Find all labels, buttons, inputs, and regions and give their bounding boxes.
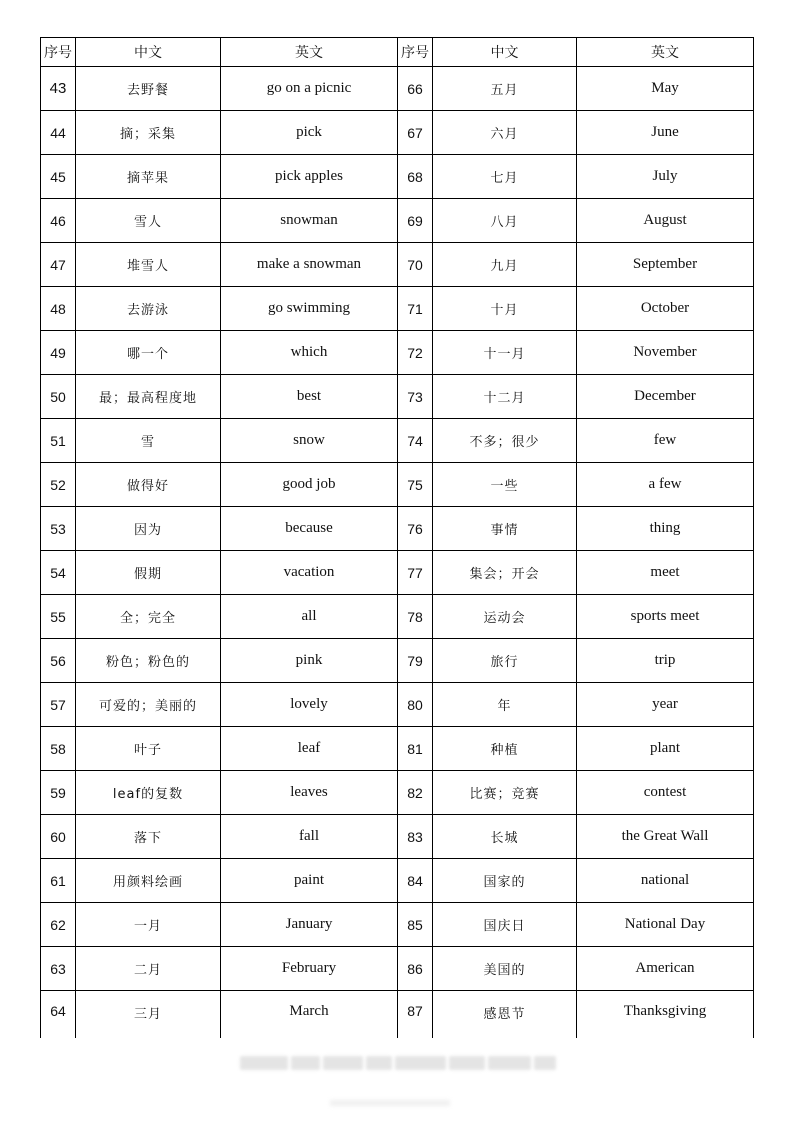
chinese-word-right: 六月 xyxy=(433,111,577,155)
blurred-watermark-line xyxy=(330,1100,450,1106)
row-number-right: 73 xyxy=(398,375,433,419)
english-word-left: all xyxy=(221,595,398,639)
row-number-left: 63 xyxy=(41,947,76,991)
english-word-left: because xyxy=(221,507,398,551)
english-word-left: snowman xyxy=(221,199,398,243)
row-number-right: 82 xyxy=(398,771,433,815)
english-word-left: go on a picnic xyxy=(221,67,398,111)
english-word-left: vacation xyxy=(221,551,398,595)
english-word-right: year xyxy=(577,683,754,727)
table-row xyxy=(41,199,754,243)
row-number-left: 53 xyxy=(41,507,76,551)
row-number-left: 61 xyxy=(41,859,76,903)
chinese-word-left: 做得好 xyxy=(76,463,221,507)
row-number-left: 58 xyxy=(41,727,76,771)
english-word-left: go swimming xyxy=(221,287,398,331)
table-row xyxy=(41,155,754,199)
row-number-left: 51 xyxy=(41,419,76,463)
chinese-word-right: 十一月 xyxy=(433,331,577,375)
row-number-right: 79 xyxy=(398,639,433,683)
english-word-left: best xyxy=(221,375,398,419)
chinese-word-right: 一些 xyxy=(433,463,577,507)
chinese-word-right: 十月 xyxy=(433,287,577,331)
row-number-right: 67 xyxy=(398,111,433,155)
vocabulary-table xyxy=(40,37,754,1038)
chinese-word-left: 全；完全 xyxy=(76,595,221,639)
row-number-right: 77 xyxy=(398,551,433,595)
chinese-word-right: 感恩节 xyxy=(433,991,577,1039)
header-number-left: 序号 xyxy=(41,38,76,67)
english-word-right: American xyxy=(577,947,754,991)
row-number-right: 66 xyxy=(398,67,433,111)
table-row xyxy=(41,463,754,507)
english-word-right: a few xyxy=(577,463,754,507)
chinese-word-left: 摘苹果 xyxy=(76,155,221,199)
chinese-word-right: 长城 xyxy=(433,815,577,859)
row-number-right: 80 xyxy=(398,683,433,727)
english-word-right: National Day xyxy=(577,903,754,947)
english-word-right: Thanksgiving xyxy=(577,991,754,1039)
english-word-right: trip xyxy=(577,639,754,683)
table-row xyxy=(41,331,754,375)
english-word-left: leaf xyxy=(221,727,398,771)
english-word-right: plant xyxy=(577,727,754,771)
chinese-word-left: leaf的复数 xyxy=(76,771,221,815)
chinese-word-left: 去游泳 xyxy=(76,287,221,331)
chinese-word-left: 可爱的；美丽的 xyxy=(76,683,221,727)
chinese-word-right: 国庆日 xyxy=(433,903,577,947)
table-body xyxy=(41,67,754,1039)
header-number-right: 序号 xyxy=(398,38,433,67)
chinese-word-left: 假期 xyxy=(76,551,221,595)
row-number-left: 57 xyxy=(41,683,76,727)
english-word-right: few xyxy=(577,419,754,463)
english-word-left: pick apples xyxy=(221,155,398,199)
chinese-word-right: 集会；开会 xyxy=(433,551,577,595)
chinese-word-right: 事情 xyxy=(433,507,577,551)
watermark-block xyxy=(240,1056,288,1070)
english-word-right: sports meet xyxy=(577,595,754,639)
header-row xyxy=(41,38,754,67)
row-number-left: 45 xyxy=(41,155,76,199)
english-word-right: December xyxy=(577,375,754,419)
table-header xyxy=(41,38,754,67)
chinese-word-right: 运动会 xyxy=(433,595,577,639)
chinese-word-left: 哪一个 xyxy=(76,331,221,375)
chinese-word-right: 国家的 xyxy=(433,859,577,903)
chinese-word-right: 八月 xyxy=(433,199,577,243)
row-number-left: 50 xyxy=(41,375,76,419)
chinese-word-left: 一月 xyxy=(76,903,221,947)
chinese-word-right: 旅行 xyxy=(433,639,577,683)
watermark-block xyxy=(534,1056,556,1070)
table-row xyxy=(41,551,754,595)
english-word-left: make a snowman xyxy=(221,243,398,287)
table-row xyxy=(41,419,754,463)
chinese-word-right: 美国的 xyxy=(433,947,577,991)
english-word-right: October xyxy=(577,287,754,331)
english-word-left: February xyxy=(221,947,398,991)
table-row xyxy=(41,991,754,1039)
row-number-left: 54 xyxy=(41,551,76,595)
english-word-left: leaves xyxy=(221,771,398,815)
chinese-word-left: 最；最高程度地 xyxy=(76,375,221,419)
row-number-right: 71 xyxy=(398,287,433,331)
chinese-word-left: 去野餐 xyxy=(76,67,221,111)
row-number-right: 86 xyxy=(398,947,433,991)
row-number-right: 85 xyxy=(398,903,433,947)
chinese-word-left: 叶子 xyxy=(76,727,221,771)
row-number-left: 56 xyxy=(41,639,76,683)
row-number-left: 43 xyxy=(41,67,76,111)
chinese-word-left: 二月 xyxy=(76,947,221,991)
chinese-word-left: 粉色；粉色的 xyxy=(76,639,221,683)
table-row xyxy=(41,375,754,419)
row-number-left: 59 xyxy=(41,771,76,815)
english-word-right: May xyxy=(577,67,754,111)
row-number-right: 78 xyxy=(398,595,433,639)
chinese-word-right: 十二月 xyxy=(433,375,577,419)
english-word-left: snow xyxy=(221,419,398,463)
row-number-left: 62 xyxy=(41,903,76,947)
header-chinese-left: 中文 xyxy=(76,38,221,67)
chinese-word-right: 不多；很少 xyxy=(433,419,577,463)
watermark-block xyxy=(323,1056,363,1070)
row-number-left: 55 xyxy=(41,595,76,639)
table-row xyxy=(41,595,754,639)
row-number-right: 84 xyxy=(398,859,433,903)
table-row xyxy=(41,287,754,331)
row-number-left: 60 xyxy=(41,815,76,859)
chinese-word-right: 种植 xyxy=(433,727,577,771)
english-word-left: pick xyxy=(221,111,398,155)
row-number-left: 64 xyxy=(41,991,76,1039)
header-english-right: 英文 xyxy=(577,38,754,67)
row-number-left: 52 xyxy=(41,463,76,507)
table-row xyxy=(41,243,754,287)
watermark-block xyxy=(395,1056,446,1070)
english-word-right: July xyxy=(577,155,754,199)
watermark-block xyxy=(449,1056,485,1070)
table-row xyxy=(41,639,754,683)
table-row xyxy=(41,903,754,947)
watermark-block xyxy=(291,1056,321,1070)
chinese-word-left: 堆雪人 xyxy=(76,243,221,287)
row-number-right: 81 xyxy=(398,727,433,771)
row-number-right: 75 xyxy=(398,463,433,507)
table-row xyxy=(41,507,754,551)
table-row xyxy=(41,67,754,111)
chinese-word-left: 用颜料绘画 xyxy=(76,859,221,903)
chinese-word-right: 年 xyxy=(433,683,577,727)
table-row xyxy=(41,947,754,991)
watermark-block xyxy=(366,1056,392,1070)
english-word-right: thing xyxy=(577,507,754,551)
english-word-right: June xyxy=(577,111,754,155)
english-word-left: lovely xyxy=(221,683,398,727)
chinese-word-left: 雪人 xyxy=(76,199,221,243)
english-word-left: fall xyxy=(221,815,398,859)
english-word-left: March xyxy=(221,991,398,1039)
row-number-left: 44 xyxy=(41,111,76,155)
english-word-left: pink xyxy=(221,639,398,683)
table-row xyxy=(41,859,754,903)
row-number-right: 69 xyxy=(398,199,433,243)
chinese-word-left: 摘；采集 xyxy=(76,111,221,155)
english-word-right: national xyxy=(577,859,754,903)
english-word-right: November xyxy=(577,331,754,375)
table-row xyxy=(41,111,754,155)
chinese-word-left: 雪 xyxy=(76,419,221,463)
chinese-word-left: 三月 xyxy=(76,991,221,1039)
row-number-left: 49 xyxy=(41,331,76,375)
row-number-left: 47 xyxy=(41,243,76,287)
table-row xyxy=(41,727,754,771)
row-number-right: 83 xyxy=(398,815,433,859)
english-word-left: good job xyxy=(221,463,398,507)
english-word-right: August xyxy=(577,199,754,243)
english-word-left: January xyxy=(221,903,398,947)
row-number-left: 46 xyxy=(41,199,76,243)
row-number-right: 76 xyxy=(398,507,433,551)
english-word-right: meet xyxy=(577,551,754,595)
english-word-left: which xyxy=(221,331,398,375)
row-number-right: 74 xyxy=(398,419,433,463)
english-word-right: contest xyxy=(577,771,754,815)
chinese-word-right: 七月 xyxy=(433,155,577,199)
english-word-right: September xyxy=(577,243,754,287)
chinese-word-left: 因为 xyxy=(76,507,221,551)
header-chinese-right: 中文 xyxy=(433,38,577,67)
row-number-right: 70 xyxy=(398,243,433,287)
blurred-watermark xyxy=(240,1056,556,1070)
english-word-right: the Great Wall xyxy=(577,815,754,859)
table-row xyxy=(41,683,754,727)
chinese-word-right: 九月 xyxy=(433,243,577,287)
row-number-left: 48 xyxy=(41,287,76,331)
table-row xyxy=(41,815,754,859)
chinese-word-left: 落下 xyxy=(76,815,221,859)
row-number-right: 72 xyxy=(398,331,433,375)
table-row xyxy=(41,771,754,815)
row-number-right: 68 xyxy=(398,155,433,199)
chinese-word-right: 五月 xyxy=(433,67,577,111)
header-english-left: 英文 xyxy=(221,38,398,67)
english-word-left: paint xyxy=(221,859,398,903)
row-number-right: 87 xyxy=(398,991,433,1039)
watermark-block xyxy=(488,1056,532,1070)
chinese-word-right: 比赛；竞赛 xyxy=(433,771,577,815)
